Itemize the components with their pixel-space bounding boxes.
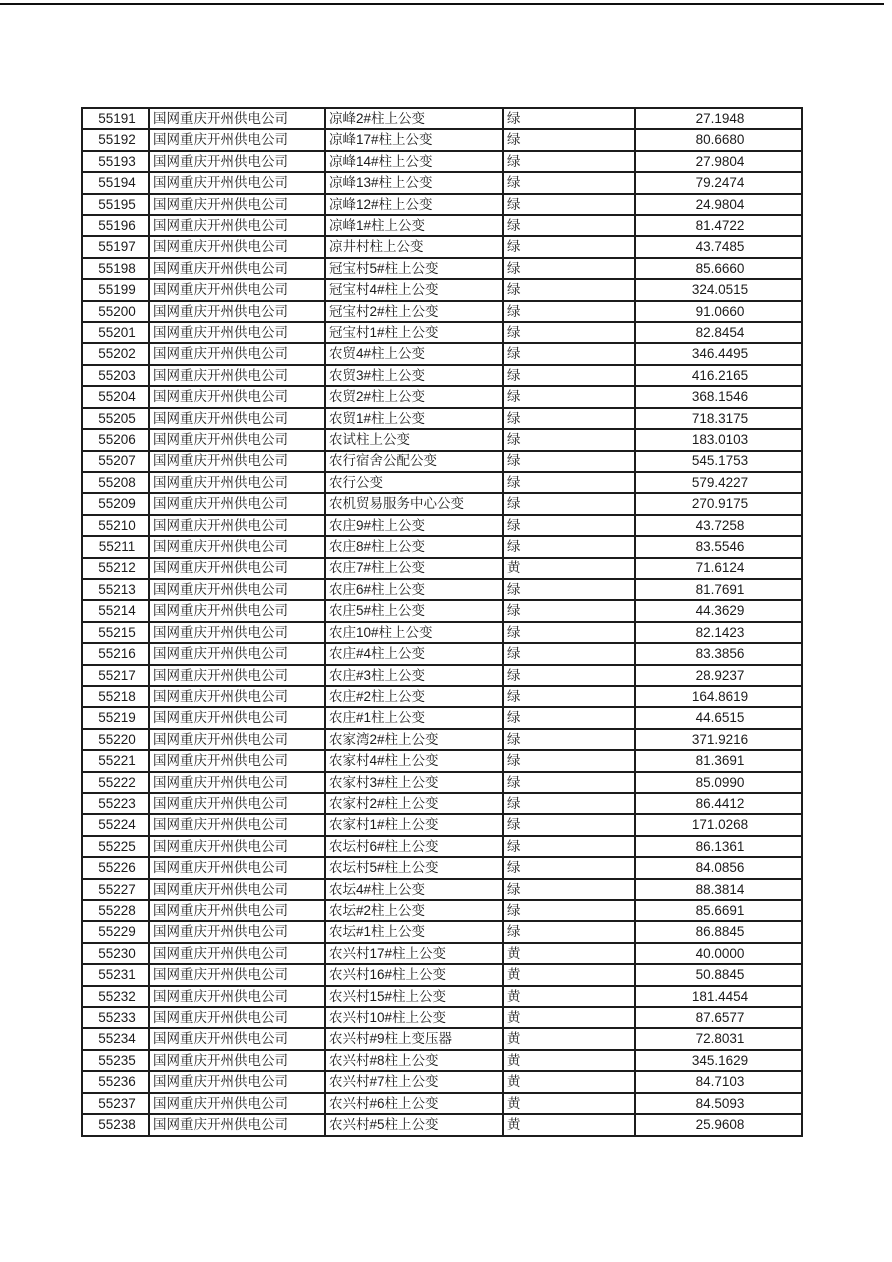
cell-transformer-name: 农庄8#柱上公变 xyxy=(325,536,503,557)
cell-row-id: 55233 xyxy=(82,1007,149,1028)
cell-numeric-value: 86.4412 xyxy=(635,793,802,814)
cell-company-name: 国网重庆开州供电公司 xyxy=(149,408,325,429)
cell-row-id: 55197 xyxy=(82,236,149,257)
cell-row-id: 55222 xyxy=(82,772,149,793)
cell-company-name: 国网重庆开州供电公司 xyxy=(149,108,325,129)
cell-company-name: 国网重庆开州供电公司 xyxy=(149,129,325,150)
cell-transformer-name: 农兴村#9柱上变压器 xyxy=(325,1028,503,1049)
cell-transformer-name: 农兴村10#柱上公变 xyxy=(325,1007,503,1028)
table-row xyxy=(82,536,802,557)
cell-numeric-value: 87.6577 xyxy=(635,1007,802,1028)
table-row xyxy=(82,1114,802,1136)
cell-status-color: 黄 xyxy=(503,964,635,985)
cell-status-color: 绿 xyxy=(503,814,635,835)
cell-row-id: 55192 xyxy=(82,129,149,150)
power-transformer-table xyxy=(81,107,803,1137)
table-row xyxy=(82,279,802,300)
table-row xyxy=(82,365,802,386)
table-row xyxy=(82,750,802,771)
table-row xyxy=(82,558,802,579)
cell-numeric-value: 25.9608 xyxy=(635,1114,802,1136)
cell-numeric-value: 81.7691 xyxy=(635,579,802,600)
cell-transformer-name: 农坛#1柱上公变 xyxy=(325,921,503,942)
cell-status-color: 绿 xyxy=(503,921,635,942)
table-row xyxy=(82,1071,802,1092)
cell-numeric-value: 81.4722 xyxy=(635,215,802,236)
cell-row-id: 55193 xyxy=(82,151,149,172)
cell-status-color: 绿 xyxy=(503,536,635,557)
cell-numeric-value: 72.8031 xyxy=(635,1028,802,1049)
cell-row-id: 55228 xyxy=(82,900,149,921)
cell-numeric-value: 44.6515 xyxy=(635,707,802,728)
cell-transformer-name: 农庄9#柱上公变 xyxy=(325,515,503,536)
cell-row-id: 55229 xyxy=(82,921,149,942)
table-row xyxy=(82,964,802,985)
cell-company-name: 国网重庆开州供电公司 xyxy=(149,729,325,750)
cell-row-id: 55223 xyxy=(82,793,149,814)
cell-company-name: 国网重庆开州供电公司 xyxy=(149,172,325,193)
cell-transformer-name: 农行公变 xyxy=(325,472,503,493)
cell-numeric-value: 82.8454 xyxy=(635,322,802,343)
cell-status-color: 黄 xyxy=(503,558,635,579)
cell-row-id: 55227 xyxy=(82,879,149,900)
cell-company-name: 国网重庆开州供电公司 xyxy=(149,151,325,172)
cell-company-name: 国网重庆开州供电公司 xyxy=(149,879,325,900)
cell-company-name: 国网重庆开州供电公司 xyxy=(149,643,325,664)
cell-company-name: 国网重庆开州供电公司 xyxy=(149,558,325,579)
cell-transformer-name: 冠宝村2#柱上公变 xyxy=(325,301,503,322)
cell-transformer-name: 农贸2#柱上公变 xyxy=(325,386,503,407)
cell-company-name: 国网重庆开州供电公司 xyxy=(149,236,325,257)
table-row xyxy=(82,686,802,707)
table-row xyxy=(82,258,802,279)
cell-row-id: 55232 xyxy=(82,986,149,1007)
cell-status-color: 黄 xyxy=(503,1114,635,1136)
cell-transformer-name: 农坛4#柱上公变 xyxy=(325,879,503,900)
table-row xyxy=(82,194,802,215)
table-row xyxy=(82,108,802,129)
cell-transformer-name: 农庄#2柱上公变 xyxy=(325,686,503,707)
cell-status-color: 绿 xyxy=(503,429,635,450)
cell-company-name: 国网重庆开州供电公司 xyxy=(149,686,325,707)
cell-status-color: 绿 xyxy=(503,793,635,814)
cell-transformer-name: 农机贸易服务中心公变 xyxy=(325,493,503,514)
cell-numeric-value: 270.9175 xyxy=(635,493,802,514)
table-row xyxy=(82,129,802,150)
cell-numeric-value: 82.1423 xyxy=(635,622,802,643)
table-row xyxy=(82,986,802,1007)
table-row xyxy=(82,322,802,343)
cell-numeric-value: 44.3629 xyxy=(635,600,802,621)
cell-company-name: 国网重庆开州供电公司 xyxy=(149,600,325,621)
cell-status-color: 绿 xyxy=(503,707,635,728)
cell-transformer-name: 农坛#2柱上公变 xyxy=(325,900,503,921)
cell-status-color: 绿 xyxy=(503,857,635,878)
cell-numeric-value: 84.5093 xyxy=(635,1093,802,1114)
cell-row-id: 55200 xyxy=(82,301,149,322)
cell-transformer-name: 凉峰17#柱上公变 xyxy=(325,129,503,150)
cell-numeric-value: 345.1629 xyxy=(635,1050,802,1071)
table-row xyxy=(82,879,802,900)
cell-status-color: 绿 xyxy=(503,579,635,600)
cell-status-color: 绿 xyxy=(503,622,635,643)
cell-company-name: 国网重庆开州供电公司 xyxy=(149,772,325,793)
cell-numeric-value: 86.8845 xyxy=(635,921,802,942)
cell-transformer-name: 农家湾2#柱上公变 xyxy=(325,729,503,750)
cell-numeric-value: 324.0515 xyxy=(635,279,802,300)
cell-company-name: 国网重庆开州供电公司 xyxy=(149,750,325,771)
cell-status-color: 黄 xyxy=(503,1071,635,1092)
cell-numeric-value: 80.6680 xyxy=(635,129,802,150)
cell-status-color: 绿 xyxy=(503,301,635,322)
cell-company-name: 国网重庆开州供电公司 xyxy=(149,279,325,300)
cell-row-id: 55214 xyxy=(82,600,149,621)
cell-numeric-value: 27.9804 xyxy=(635,151,802,172)
cell-company-name: 国网重庆开州供电公司 xyxy=(149,1071,325,1092)
cell-transformer-name: 农家村2#柱上公变 xyxy=(325,793,503,814)
cell-status-color: 黄 xyxy=(503,1028,635,1049)
cell-status-color: 绿 xyxy=(503,772,635,793)
cell-status-color: 绿 xyxy=(503,215,635,236)
cell-transformer-name: 农家村1#柱上公变 xyxy=(325,814,503,835)
cell-transformer-name: 农家村4#柱上公变 xyxy=(325,750,503,771)
table-row xyxy=(82,900,802,921)
table-row xyxy=(82,386,802,407)
cell-transformer-name: 农兴村#8柱上公变 xyxy=(325,1050,503,1071)
cell-status-color: 黄 xyxy=(503,986,635,1007)
cell-numeric-value: 183.0103 xyxy=(635,429,802,450)
cell-status-color: 黄 xyxy=(503,1050,635,1071)
cell-status-color: 绿 xyxy=(503,451,635,472)
cell-row-id: 55191 xyxy=(82,108,149,129)
table-row xyxy=(82,215,802,236)
cell-transformer-name: 凉井村柱上公变 xyxy=(325,236,503,257)
table-row xyxy=(82,729,802,750)
table-row xyxy=(82,707,802,728)
cell-transformer-name: 农兴村16#柱上公变 xyxy=(325,964,503,985)
cell-row-id: 55199 xyxy=(82,279,149,300)
cell-transformer-name: 农家村3#柱上公变 xyxy=(325,772,503,793)
table-row xyxy=(82,1028,802,1049)
cell-transformer-name: 凉峰13#柱上公变 xyxy=(325,172,503,193)
cell-transformer-name: 农庄10#柱上公变 xyxy=(325,622,503,643)
cell-status-color: 绿 xyxy=(503,750,635,771)
cell-status-color: 绿 xyxy=(503,322,635,343)
cell-row-id: 55209 xyxy=(82,493,149,514)
cell-transformer-name: 农庄5#柱上公变 xyxy=(325,600,503,621)
cell-numeric-value: 24.9804 xyxy=(635,194,802,215)
cell-row-id: 55231 xyxy=(82,964,149,985)
cell-transformer-name: 农贸4#柱上公变 xyxy=(325,343,503,364)
cell-row-id: 55217 xyxy=(82,665,149,686)
cell-status-color: 绿 xyxy=(503,643,635,664)
cell-status-color: 绿 xyxy=(503,172,635,193)
cell-status-color: 绿 xyxy=(503,408,635,429)
cell-company-name: 国网重庆开州供电公司 xyxy=(149,301,325,322)
cell-transformer-name: 农庄#3柱上公变 xyxy=(325,665,503,686)
cell-status-color: 绿 xyxy=(503,194,635,215)
cell-numeric-value: 346.4495 xyxy=(635,343,802,364)
cell-transformer-name: 农坛村6#柱上公变 xyxy=(325,836,503,857)
cell-company-name: 国网重庆开州供电公司 xyxy=(149,900,325,921)
cell-row-id: 55215 xyxy=(82,622,149,643)
cell-company-name: 国网重庆开州供电公司 xyxy=(149,1114,325,1136)
cell-status-color: 绿 xyxy=(503,343,635,364)
cell-numeric-value: 79.2474 xyxy=(635,172,802,193)
cell-numeric-value: 545.1753 xyxy=(635,451,802,472)
cell-numeric-value: 371.9216 xyxy=(635,729,802,750)
cell-row-id: 55196 xyxy=(82,215,149,236)
cell-row-id: 55235 xyxy=(82,1050,149,1071)
cell-status-color: 绿 xyxy=(503,108,635,129)
cell-status-color: 绿 xyxy=(503,129,635,150)
cell-status-color: 绿 xyxy=(503,665,635,686)
cell-company-name: 国网重庆开州供电公司 xyxy=(149,1093,325,1114)
cell-status-color: 绿 xyxy=(503,686,635,707)
cell-transformer-name: 农行宿舍公配公变 xyxy=(325,451,503,472)
cell-numeric-value: 83.5546 xyxy=(635,536,802,557)
cell-status-color: 绿 xyxy=(503,151,635,172)
cell-numeric-value: 718.3175 xyxy=(635,408,802,429)
table-row xyxy=(82,836,802,857)
cell-status-color: 绿 xyxy=(503,836,635,857)
table-row xyxy=(82,451,802,472)
cell-transformer-name: 冠宝村4#柱上公变 xyxy=(325,279,503,300)
cell-company-name: 国网重庆开州供电公司 xyxy=(149,793,325,814)
cell-status-color: 绿 xyxy=(503,729,635,750)
cell-company-name: 国网重庆开州供电公司 xyxy=(149,1007,325,1028)
cell-company-name: 国网重庆开州供电公司 xyxy=(149,1050,325,1071)
cell-company-name: 国网重庆开州供电公司 xyxy=(149,964,325,985)
cell-numeric-value: 91.0660 xyxy=(635,301,802,322)
cell-company-name: 国网重庆开州供电公司 xyxy=(149,579,325,600)
cell-row-id: 55236 xyxy=(82,1071,149,1092)
cell-company-name: 国网重庆开州供电公司 xyxy=(149,857,325,878)
table-row xyxy=(82,515,802,536)
cell-company-name: 国网重庆开州供电公司 xyxy=(149,665,325,686)
cell-row-id: 55237 xyxy=(82,1093,149,1114)
table-row xyxy=(82,921,802,942)
cell-row-id: 55212 xyxy=(82,558,149,579)
cell-transformer-name: 凉峰12#柱上公变 xyxy=(325,194,503,215)
cell-row-id: 55203 xyxy=(82,365,149,386)
cell-status-color: 黄 xyxy=(503,943,635,964)
cell-numeric-value: 85.6660 xyxy=(635,258,802,279)
cell-company-name: 国网重庆开州供电公司 xyxy=(149,386,325,407)
cell-numeric-value: 85.0990 xyxy=(635,772,802,793)
cell-status-color: 绿 xyxy=(503,515,635,536)
cell-transformer-name: 农兴村#6柱上公变 xyxy=(325,1093,503,1114)
cell-transformer-name: 农兴村#5柱上公变 xyxy=(325,1114,503,1136)
cell-transformer-name: 农庄6#柱上公变 xyxy=(325,579,503,600)
cell-numeric-value: 43.7485 xyxy=(635,236,802,257)
cell-transformer-name: 冠宝村5#柱上公变 xyxy=(325,258,503,279)
table-row xyxy=(82,814,802,835)
cell-row-id: 55194 xyxy=(82,172,149,193)
cell-row-id: 55230 xyxy=(82,943,149,964)
cell-row-id: 55204 xyxy=(82,386,149,407)
cell-numeric-value: 84.7103 xyxy=(635,1071,802,1092)
cell-status-color: 绿 xyxy=(503,258,635,279)
cell-numeric-value: 83.3856 xyxy=(635,643,802,664)
table-row xyxy=(82,408,802,429)
cell-numeric-value: 81.3691 xyxy=(635,750,802,771)
cell-numeric-value: 416.2165 xyxy=(635,365,802,386)
cell-numeric-value: 88.3814 xyxy=(635,879,802,900)
cell-transformer-name: 农庄7#柱上公变 xyxy=(325,558,503,579)
cell-numeric-value: 50.8845 xyxy=(635,964,802,985)
cell-row-id: 55225 xyxy=(82,836,149,857)
cell-transformer-name: 凉峰2#柱上公变 xyxy=(325,108,503,129)
cell-row-id: 55206 xyxy=(82,429,149,450)
table-row xyxy=(82,236,802,257)
cell-numeric-value: 71.6124 xyxy=(635,558,802,579)
cell-company-name: 国网重庆开州供电公司 xyxy=(149,943,325,964)
table-row xyxy=(82,772,802,793)
cell-status-color: 绿 xyxy=(503,279,635,300)
cell-transformer-name: 农贸1#柱上公变 xyxy=(325,408,503,429)
table-row xyxy=(82,665,802,686)
table-body xyxy=(82,108,802,1136)
cell-company-name: 国网重庆开州供电公司 xyxy=(149,707,325,728)
cell-company-name: 国网重庆开州供电公司 xyxy=(149,194,325,215)
table-row xyxy=(82,600,802,621)
table-row xyxy=(82,943,802,964)
cell-transformer-name: 农坛村5#柱上公变 xyxy=(325,857,503,878)
table-row xyxy=(82,643,802,664)
cell-transformer-name: 凉峰14#柱上公变 xyxy=(325,151,503,172)
cell-row-id: 55211 xyxy=(82,536,149,557)
cell-status-color: 绿 xyxy=(503,600,635,621)
table-row xyxy=(82,857,802,878)
cell-numeric-value: 181.4454 xyxy=(635,986,802,1007)
cell-row-id: 55216 xyxy=(82,643,149,664)
cell-row-id: 55238 xyxy=(82,1114,149,1136)
cell-company-name: 国网重庆开州供电公司 xyxy=(149,343,325,364)
cell-transformer-name: 凉峰1#柱上公变 xyxy=(325,215,503,236)
cell-company-name: 国网重庆开州供电公司 xyxy=(149,921,325,942)
cell-transformer-name: 农庄#4柱上公变 xyxy=(325,643,503,664)
cell-transformer-name: 冠宝村1#柱上公变 xyxy=(325,322,503,343)
table-row xyxy=(82,1093,802,1114)
cell-row-id: 55198 xyxy=(82,258,149,279)
table-row xyxy=(82,429,802,450)
cell-row-id: 55210 xyxy=(82,515,149,536)
cell-status-color: 黄 xyxy=(503,1007,635,1028)
cell-status-color: 绿 xyxy=(503,493,635,514)
cell-transformer-name: 农试柱上公变 xyxy=(325,429,503,450)
cell-row-id: 55220 xyxy=(82,729,149,750)
cell-status-color: 绿 xyxy=(503,900,635,921)
cell-numeric-value: 40.0000 xyxy=(635,943,802,964)
cell-company-name: 国网重庆开州供电公司 xyxy=(149,536,325,557)
cell-row-id: 55202 xyxy=(82,343,149,364)
table-row xyxy=(82,343,802,364)
cell-status-color: 绿 xyxy=(503,236,635,257)
table-row xyxy=(82,301,802,322)
cell-company-name: 国网重庆开州供电公司 xyxy=(149,472,325,493)
cell-numeric-value: 368.1546 xyxy=(635,386,802,407)
cell-numeric-value: 43.7258 xyxy=(635,515,802,536)
cell-numeric-value: 28.9237 xyxy=(635,665,802,686)
cell-company-name: 国网重庆开州供电公司 xyxy=(149,429,325,450)
cell-company-name: 国网重庆开州供电公司 xyxy=(149,515,325,536)
cell-company-name: 国网重庆开州供电公司 xyxy=(149,986,325,1007)
cell-row-id: 55218 xyxy=(82,686,149,707)
cell-company-name: 国网重庆开州供电公司 xyxy=(149,322,325,343)
cell-transformer-name: 农庄#1柱上公变 xyxy=(325,707,503,728)
cell-status-color: 绿 xyxy=(503,365,635,386)
page-top-edge-line xyxy=(0,3,884,5)
cell-row-id: 55208 xyxy=(82,472,149,493)
cell-row-id: 55234 xyxy=(82,1028,149,1049)
table-row xyxy=(82,622,802,643)
cell-numeric-value: 27.1948 xyxy=(635,108,802,129)
cell-row-id: 55195 xyxy=(82,194,149,215)
cell-company-name: 国网重庆开州供电公司 xyxy=(149,365,325,386)
cell-status-color: 黄 xyxy=(503,1093,635,1114)
cell-numeric-value: 171.0268 xyxy=(635,814,802,835)
cell-status-color: 绿 xyxy=(503,472,635,493)
cell-company-name: 国网重庆开州供电公司 xyxy=(149,622,325,643)
cell-numeric-value: 84.0856 xyxy=(635,857,802,878)
cell-row-id: 55219 xyxy=(82,707,149,728)
cell-row-id: 55207 xyxy=(82,451,149,472)
cell-company-name: 国网重庆开州供电公司 xyxy=(149,215,325,236)
cell-transformer-name: 农兴村15#柱上公变 xyxy=(325,986,503,1007)
cell-company-name: 国网重庆开州供电公司 xyxy=(149,1028,325,1049)
cell-status-color: 绿 xyxy=(503,386,635,407)
cell-numeric-value: 85.6691 xyxy=(635,900,802,921)
cell-numeric-value: 579.4227 xyxy=(635,472,802,493)
cell-transformer-name: 农贸3#柱上公变 xyxy=(325,365,503,386)
table-row xyxy=(82,579,802,600)
table-row xyxy=(82,793,802,814)
cell-numeric-value: 164.8619 xyxy=(635,686,802,707)
cell-row-id: 55205 xyxy=(82,408,149,429)
cell-company-name: 国网重庆开州供电公司 xyxy=(149,814,325,835)
cell-company-name: 国网重庆开州供电公司 xyxy=(149,493,325,514)
cell-transformer-name: 农兴村#7柱上公变 xyxy=(325,1071,503,1092)
table-row xyxy=(82,172,802,193)
cell-row-id: 55224 xyxy=(82,814,149,835)
cell-company-name: 国网重庆开州供电公司 xyxy=(149,836,325,857)
cell-numeric-value: 86.1361 xyxy=(635,836,802,857)
cell-status-color: 绿 xyxy=(503,879,635,900)
cell-row-id: 55201 xyxy=(82,322,149,343)
table-row xyxy=(82,472,802,493)
table-row xyxy=(82,493,802,514)
cell-row-id: 55213 xyxy=(82,579,149,600)
table-row xyxy=(82,151,802,172)
cell-transformer-name: 农兴村17#柱上公变 xyxy=(325,943,503,964)
cell-company-name: 国网重庆开州供电公司 xyxy=(149,258,325,279)
cell-company-name: 国网重庆开州供电公司 xyxy=(149,451,325,472)
table-row xyxy=(82,1050,802,1071)
cell-row-id: 55221 xyxy=(82,750,149,771)
cell-row-id: 55226 xyxy=(82,857,149,878)
table-row xyxy=(82,1007,802,1028)
